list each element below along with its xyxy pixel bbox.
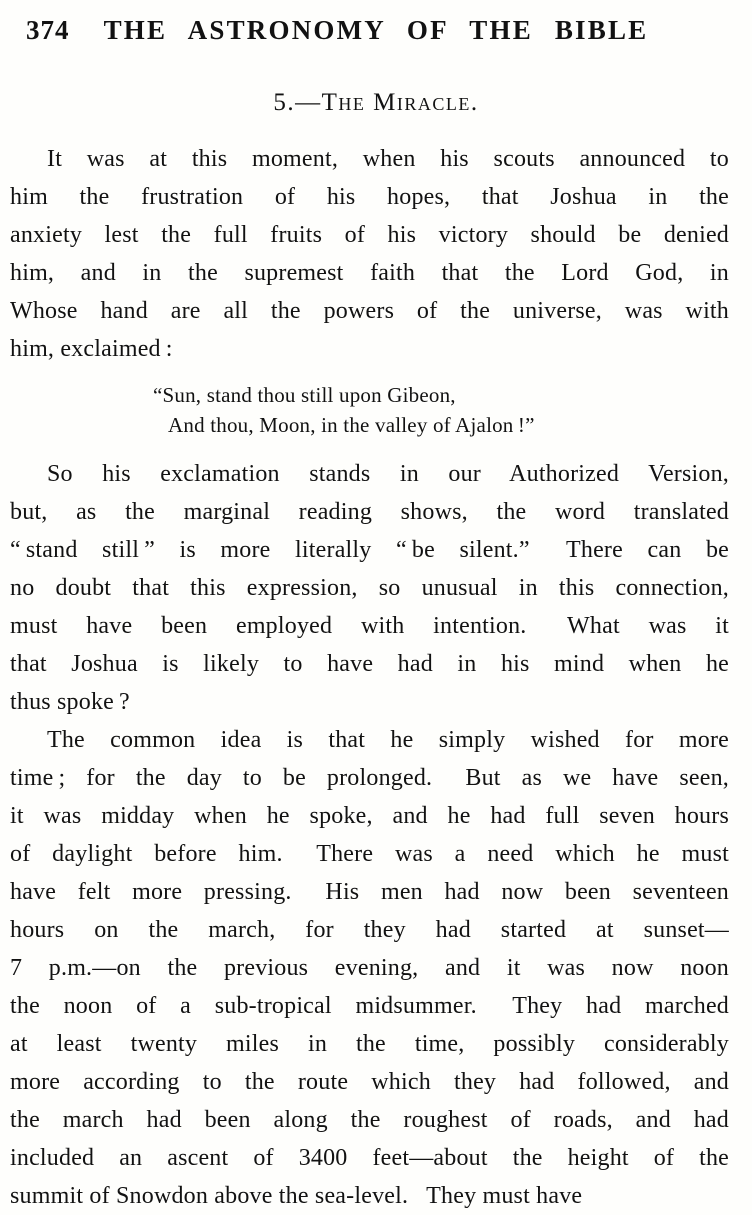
text-line: thus spoke ?: [10, 689, 130, 715]
text-line: the march had been along the roughest of roads, and had: [10, 1107, 729, 1133]
text-line: “ stand still ” is more literally “ be silent.” There can be: [10, 537, 729, 563]
section-heading: 5.—The Miracle.: [273, 89, 479, 116]
text-line: Whose hand are all the powers of the universe, was with: [10, 298, 729, 324]
page-number: 374: [26, 15, 70, 45]
text-line: And thou, Moon, in the valley of Ajalon !”: [168, 413, 535, 437]
text-line: but, as the marginal reading shows, the word translated: [10, 499, 729, 525]
text-line: him, exclaimed :: [10, 336, 173, 362]
text-line: hours on the march, for they had started at sunset—: [10, 917, 729, 943]
text-line: anxiety lest the full fruits of his victory should be denied: [10, 222, 729, 248]
paragraph: [10, 721, 729, 1215]
text-line: “Sun, stand thou still upon Gibeon,: [153, 383, 456, 407]
text-line: So his exclamation stands in our Authorized Version,: [47, 461, 729, 487]
text-line: him, and in the supremest faith that the Lord God, in: [10, 260, 729, 286]
verse-quote: [153, 380, 729, 440]
text-line: have felt more pressing. His men had now been seventeen: [10, 879, 729, 905]
text-line: summit of Snowdon above the sea-level. They must have: [10, 1183, 583, 1209]
text-line: included an ascent of 3400 feet—about the height of the: [10, 1145, 729, 1171]
text-line: must have been employed with intention. What was it: [10, 613, 729, 639]
text-line: at least twenty miles in the time, possibly considerably: [10, 1031, 729, 1057]
text-line: time ; for the day to be prolonged. But as we have seen,: [10, 765, 729, 791]
text-line: it was midday when he spoke, and he had full seven hours: [10, 803, 729, 829]
text-line: 7 p.m.—on the previous evening, and it was now noon: [10, 955, 729, 981]
running-head: [0, 0, 752, 47]
text-line: It was at this moment, when his scouts announced to: [47, 146, 729, 172]
text-line: more according to the route which they had followed, and: [10, 1069, 729, 1095]
text-line: The common idea is that he simply wished for more: [47, 727, 729, 753]
text-line: that Joshua is likely to have had in his mind when he: [10, 651, 729, 677]
text-line: the noon of a sub-tropical midsummer. They had marched: [10, 993, 729, 1019]
paragraph: [10, 455, 729, 721]
running-head-title: THE ASTRONOMY OF THE BIBLE: [103, 15, 649, 45]
text-line: him the frustration of his hopes, that Joshua in the: [10, 184, 729, 210]
paragraph: [10, 140, 729, 368]
text-line: no doubt that this expression, so unusual in this connection,: [10, 575, 729, 601]
page-body: [10, 140, 729, 1215]
text-line: of daylight before him. There was a need which he must: [10, 841, 729, 867]
